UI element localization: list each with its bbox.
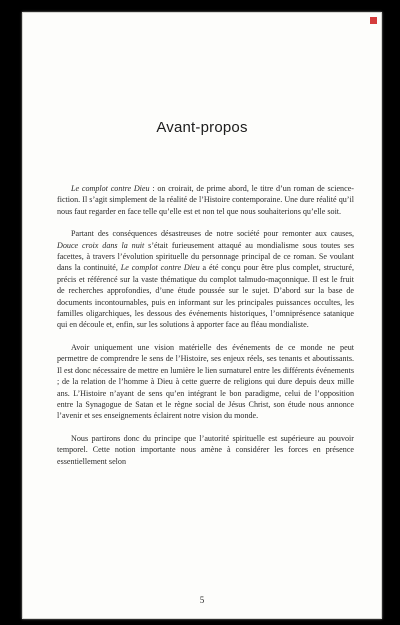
paragraph-text: Nous partirons donc du principe que l’autorité spirituelle est supérieure au pouvoir temporel. Cette notion importante nous amène à considérer les forces en présence essentiellement selon	[57, 433, 354, 466]
paragraph-2	[57, 228, 354, 331]
paragraph-text: Partant des conséquences désastreuses de notre société pour remonter aux causes,	[71, 229, 354, 239]
book-title-italic: Douce croix dans la nuit	[57, 240, 145, 250]
paragraph-text: : on croirait, de prime abord, le titre d’un roman de science-fiction. Il s’agit simplement de la réalité de l’Histoire contemporaine. Une dure réalité qu’il nous faut regarder en face telle qu’elle est et non tel que nous souhaiterions qu’elle soit.	[57, 184, 354, 216]
page-title: Avant-propos	[156, 119, 248, 136]
paragraph-text: Avoir uniquement une vision matérielle des événements de ce monde ne peut permettre de comprendre le sens de l’Histoire, ses enjeux réels, ses tenants et aboutissants. Il est donc nécessaire de mettre en lumière le lien surnaturel entre les différents événements ; de la relation de l’homme à Dieu à cette guerre de religions qui dure depuis deux mille ans. L’Histoire n’ayant de sens qu’en intégrant le bon paradigme, celui de l’opposition entre la Synagogue de Satan et le règne social de Jésus Christ, son étude nous annonce l’avenir et ses enseignements éclairent notre vision du monde.	[57, 342, 354, 421]
book-title-italic: Le complot contre Dieu	[120, 263, 200, 273]
paragraph-text: a été conçu pour être plus complet, structuré, précis et référencé sur la vaste thématique du complot talmudo-maçonnique. Il est le fruit de recherches approfondies, d’une étude poussée sur le sujet. D’abord sur la base de documents incontournables, puis en informant sur les principales puissances occultes, les familles oligarchiques, les dessous des événements historiques, l’omniprésence satanique qui en découle et, enfin, sur les solutions à apporter face au fléau mondialiste.	[57, 263, 354, 330]
paragraph-3	[57, 342, 354, 422]
corner-mark	[370, 17, 377, 24]
page-number: 5	[199, 595, 205, 605]
paragraph-1	[57, 183, 354, 217]
paragraph-4	[57, 433, 354, 467]
paragraph-text: s’était furieusement attaqué au mondialisme sous toutes ses facettes, à travers l’évolution spirituelle du personnage principal de ce roman. Se voulant dans la continuité,	[57, 240, 354, 273]
book-page	[22, 12, 382, 619]
book-title-italic: Le complot contre Dieu	[71, 184, 150, 193]
body-text	[57, 183, 354, 478]
